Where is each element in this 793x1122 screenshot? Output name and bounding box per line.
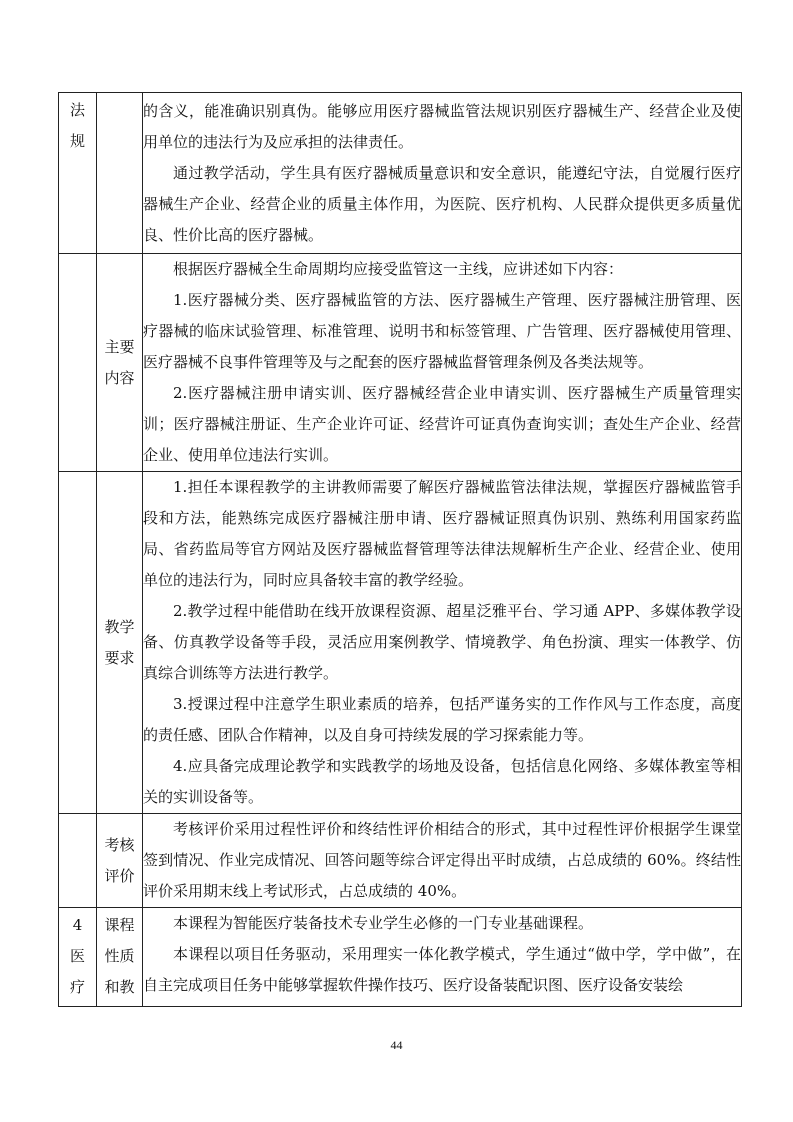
row-label-cell: [97, 908, 143, 1007]
category-char: 医: [69, 947, 85, 965]
category-char: 4: [72, 916, 83, 934]
paragraph: 1.担任本课程教学的主讲教师需要了解医疗器械监管法律法规，掌握医疗器械监管手段和方法，能熟练完成医疗器械注册申请、医疗器械证照真伪识别、熟练利用国家药监局、省药监局等官方网站及医疗器械监督管理等法律法规解析生产企业、经营企业、使用单位的违法行为，同时应具备较丰富的教学经验。: [143, 478, 741, 589]
paragraph: 本课程以项目任务驱动，采用理实一体化教学模式，学生通过“做中学，学中做”，在自主完成项目任务中能够掌握软件操作技巧、医疗设备装配识图、医疗设备安装绘: [143, 945, 741, 994]
row-label-line: 性质: [104, 947, 135, 965]
category-char: 规: [69, 132, 85, 150]
paragraph: 根据医疗器械全生命周期均应接受监管这一主线，应讲述如下内容：: [173, 260, 624, 278]
paragraph: 3.授课过程中注意学生职业素质的培养，包括严谨务实的工作作风与工作态度，高度的责任感、团队合作精神，以及自身可持续发展的学习探索能力等。: [143, 695, 741, 744]
empty-category-cell: [59, 254, 97, 472]
empty-category-cell: [59, 472, 97, 814]
paragraph: 1.医疗器械分类、医疗器械监管的方法、医疗器械生产管理、医疗器械注册管理、医疗器械的临床试验管理、标准管理、说明书和标签管理、广告管理、医疗器械使用管理、医疗器械不良事件管理等及与之配套的医疗器械监督管理条例及各类法规等。: [143, 291, 741, 371]
content-cell: [143, 93, 742, 254]
empty-category-cell: [59, 814, 97, 908]
row-label-line: 内容: [104, 368, 135, 387]
empty-label-cell: [97, 93, 143, 254]
table-row: [59, 908, 742, 1007]
row-label-cell: [97, 472, 143, 814]
table-row: [59, 472, 742, 814]
row-label-line: 教学: [104, 617, 135, 636]
row-label-line: 课程: [104, 916, 135, 934]
paragraph: 考核评价采用过程性评价和终结性评价相结合的形式，其中过程性评价根据学生课堂签到情况、作业完成情况、回答问题等综合评定得出平时成绩，占总成绩的 60%。终结性评价采用期末线上考试形式，占总成绩的 40%。: [143, 820, 741, 900]
row-label-line: 评价: [104, 866, 135, 885]
content-cell: [143, 254, 742, 472]
course-table: [58, 92, 742, 1007]
content-cell: [143, 814, 742, 908]
row-label-cell: [97, 254, 143, 472]
row-label-cell: [97, 814, 143, 908]
content-cell: [143, 908, 742, 1007]
category-char: 疗: [69, 978, 85, 996]
row-label-line: 和教: [104, 978, 135, 996]
paragraph: 本课程为智能医疗装备技术专业学生必修的一门专业基础课程。: [173, 914, 594, 932]
table-row: [59, 93, 742, 254]
paragraph: 的含义，能准确识别真伪。能够应用医疗器械监管法规识别医疗器械生产、经营企业及使用单位的违法行为及应承担的法律责任。: [143, 101, 741, 151]
category-char: 法: [69, 101, 85, 119]
paragraph: 2.教学过程中能借助在线开放课程资源、超星泛雅平台、学习通 APP、多媒体教学设备、仿真教学设备等手段，灵活应用案例教学、情境教学、角色扮演、理实一体教学、仿真综合训练等方法进行教学。: [143, 602, 741, 682]
category-cell: [59, 93, 97, 254]
category-cell: [59, 908, 97, 1007]
paragraph: 2.医疗器械注册申请实训、医疗器械经营企业申请实训、医疗器械生产质量管理实训；医疗器械注册证、生产企业许可证、经营许可证真伪查询实训；查处生产企业、经营企业、使用单位违法行实训。: [143, 384, 741, 464]
paragraph: 通过教学活动，学生具有医疗器械质量意识和安全意识，能遵纪守法，自觉履行医疗器械生产企业、经营企业的质量主体作用，为医院、医疗机构、人民群众提供更多质量优良、性价比高的医疗器械。: [143, 163, 741, 244]
content-cell: [143, 472, 742, 814]
table-row: [59, 254, 742, 472]
row-label-line: 要求: [104, 648, 135, 667]
paragraph: 4.应具备完成理论教学和实践教学的场地及设备，包括信息化网络、多媒体教室等相关的实训设备等。: [143, 757, 741, 806]
row-label-line: 主要: [104, 337, 135, 356]
row-label-line: 考核: [104, 835, 135, 854]
page-number: 44: [390, 1038, 403, 1052]
table-row: [59, 814, 742, 908]
